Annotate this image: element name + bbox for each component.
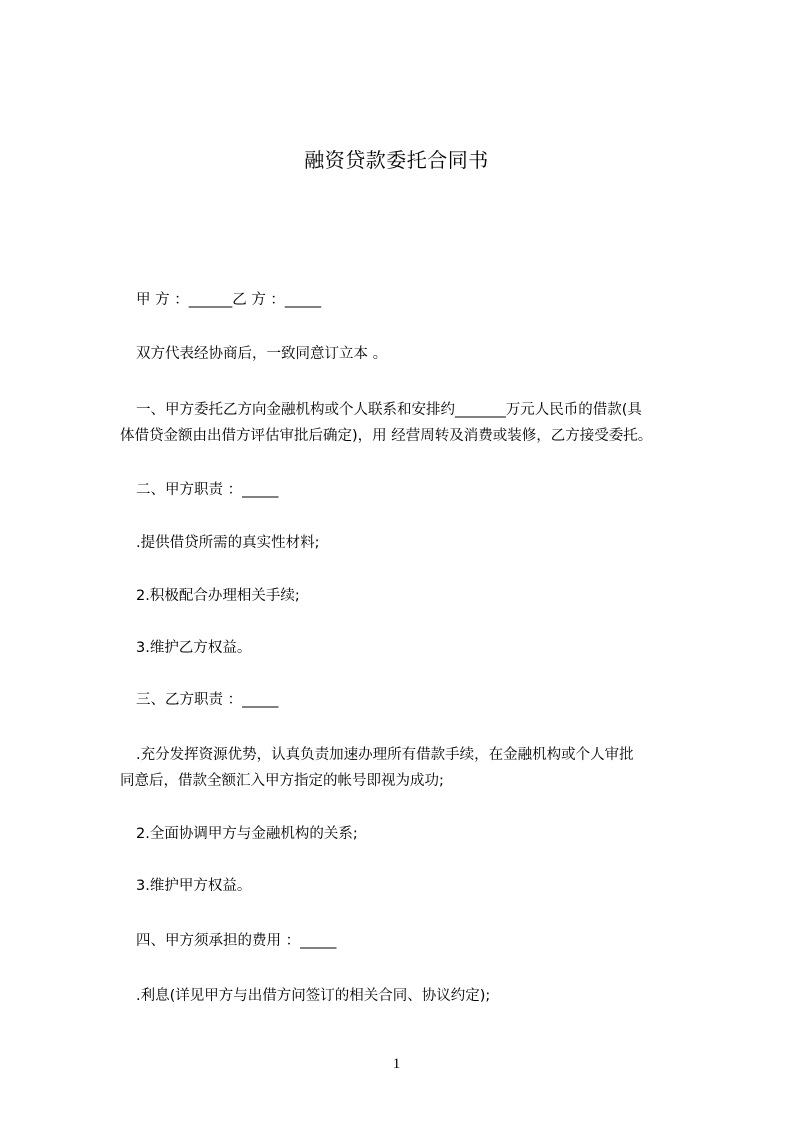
clause-3-item-1-line-1: .充分发挥资源优势，认真负责加速办理所有借款手续，在金融机构或个人审批 bbox=[136, 747, 634, 763]
document-title: 融资贷款委托合同书 bbox=[304, 148, 489, 172]
paragraph-agreement: 双方代表经协商后，一致同意订立本 。 bbox=[136, 346, 388, 362]
clause-2-item-2: 2.积极配合办理相关手续; bbox=[136, 588, 300, 604]
clause-3-item-3: 3.维护甲方权益。 bbox=[136, 878, 252, 894]
clause-3-item-1-line-2: 同意后，借款全额汇入甲方指定的帐号即视为成功; bbox=[120, 773, 444, 789]
clause-2-item-1: .提供借贷所需的真实性材料; bbox=[136, 535, 320, 551]
clause-2-heading: 二、甲方职责 ：_____ bbox=[136, 482, 279, 498]
page-number: 1 bbox=[392, 1056, 401, 1072]
clause-3-item-2: 2.全面协调甲方与金融机构的关系; bbox=[136, 826, 358, 842]
clause-1-line-1: 一、甲方委托乙方向金融机构或个人联系和安排约_______万元人民币的借款(具 bbox=[136, 402, 642, 418]
clause-4-heading: 四、甲方须承担的费用 ：_____ bbox=[136, 933, 337, 949]
clause-4-item-1: .利息(详见甲方与出借方问签订的相关合同、协议约定); bbox=[136, 988, 491, 1004]
clause-3-heading: 三、乙方职责 ：_____ bbox=[136, 692, 279, 708]
clause-2-item-3: 3.维护乙方权益。 bbox=[136, 640, 252, 656]
clause-1-line-2: 体借贷金额由出借方评估审批后确定)，用 经营周转及消费或装修，乙方接受委托。 bbox=[120, 428, 653, 444]
parties-line: 甲 方 ：______乙 方 ：_____ bbox=[136, 292, 322, 308]
